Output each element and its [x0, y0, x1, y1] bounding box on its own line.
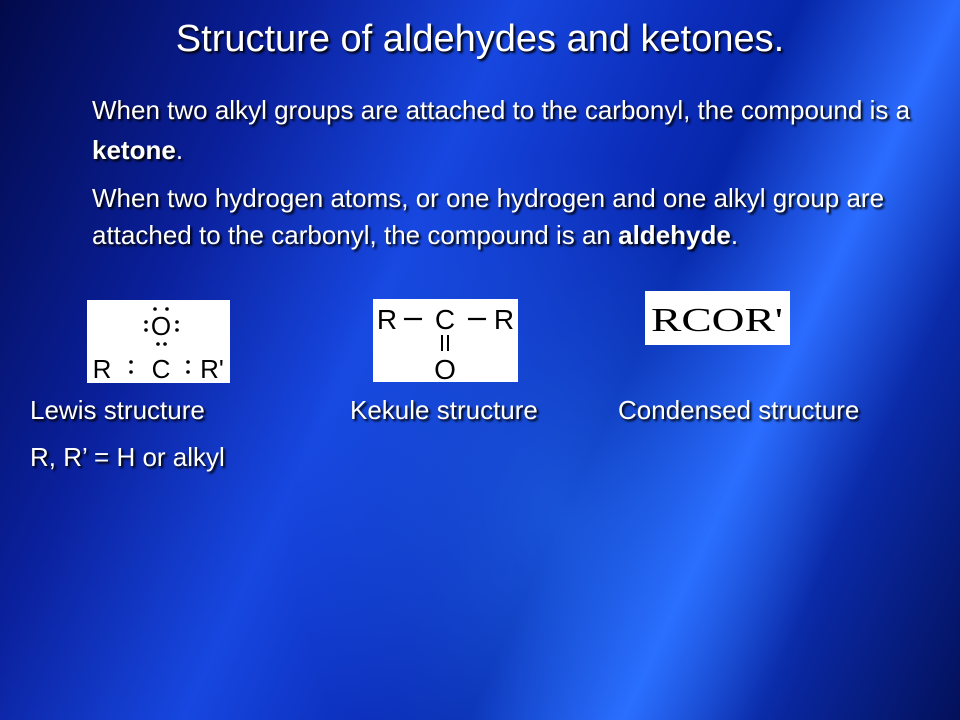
- ketone-period: .: [175, 135, 184, 165]
- ketone-definition: [92, 90, 932, 170]
- slide-title: Structure of aldehydes and ketones.: [175, 18, 785, 60]
- kekule-carbon: C: [434, 304, 456, 335]
- ketone-term: ketone: [92, 135, 176, 165]
- condensed-caption: Condensed structure: [618, 395, 860, 425]
- r-group-note: R, R’ = H or alkyl: [30, 442, 225, 472]
- lewis-r-right: R': [200, 354, 224, 383]
- aldehyde-definition: [92, 180, 932, 254]
- lewis-structure-image: [87, 300, 230, 383]
- kekule-oxygen: O: [434, 354, 456, 382]
- lewis-carbon: C: [151, 354, 171, 383]
- kekule-r-left: R: [376, 304, 398, 335]
- kekule-caption: Kekule structure: [350, 395, 538, 425]
- aldehyde-term: aldehyde: [618, 220, 731, 250]
- lewis-caption: Lewis structure: [30, 395, 205, 425]
- condensed-structure-image: [645, 291, 790, 345]
- lewis-oxygen: O: [150, 311, 172, 341]
- lewis-r-left: R: [92, 354, 112, 383]
- aldehyde-text: When two hydrogen atoms, or one hydrogen and one alkyl group are attached to the carbonyl, the compound is an: [92, 183, 885, 250]
- ketone-text: When two alkyl groups are attached to the carbonyl, the compound is a: [92, 95, 911, 125]
- condensed-formula: RCOR': [651, 302, 783, 339]
- kekule-r-right: R: [493, 304, 515, 335]
- kekule-structure-image: [373, 299, 518, 382]
- aldehyde-period: .: [730, 220, 739, 250]
